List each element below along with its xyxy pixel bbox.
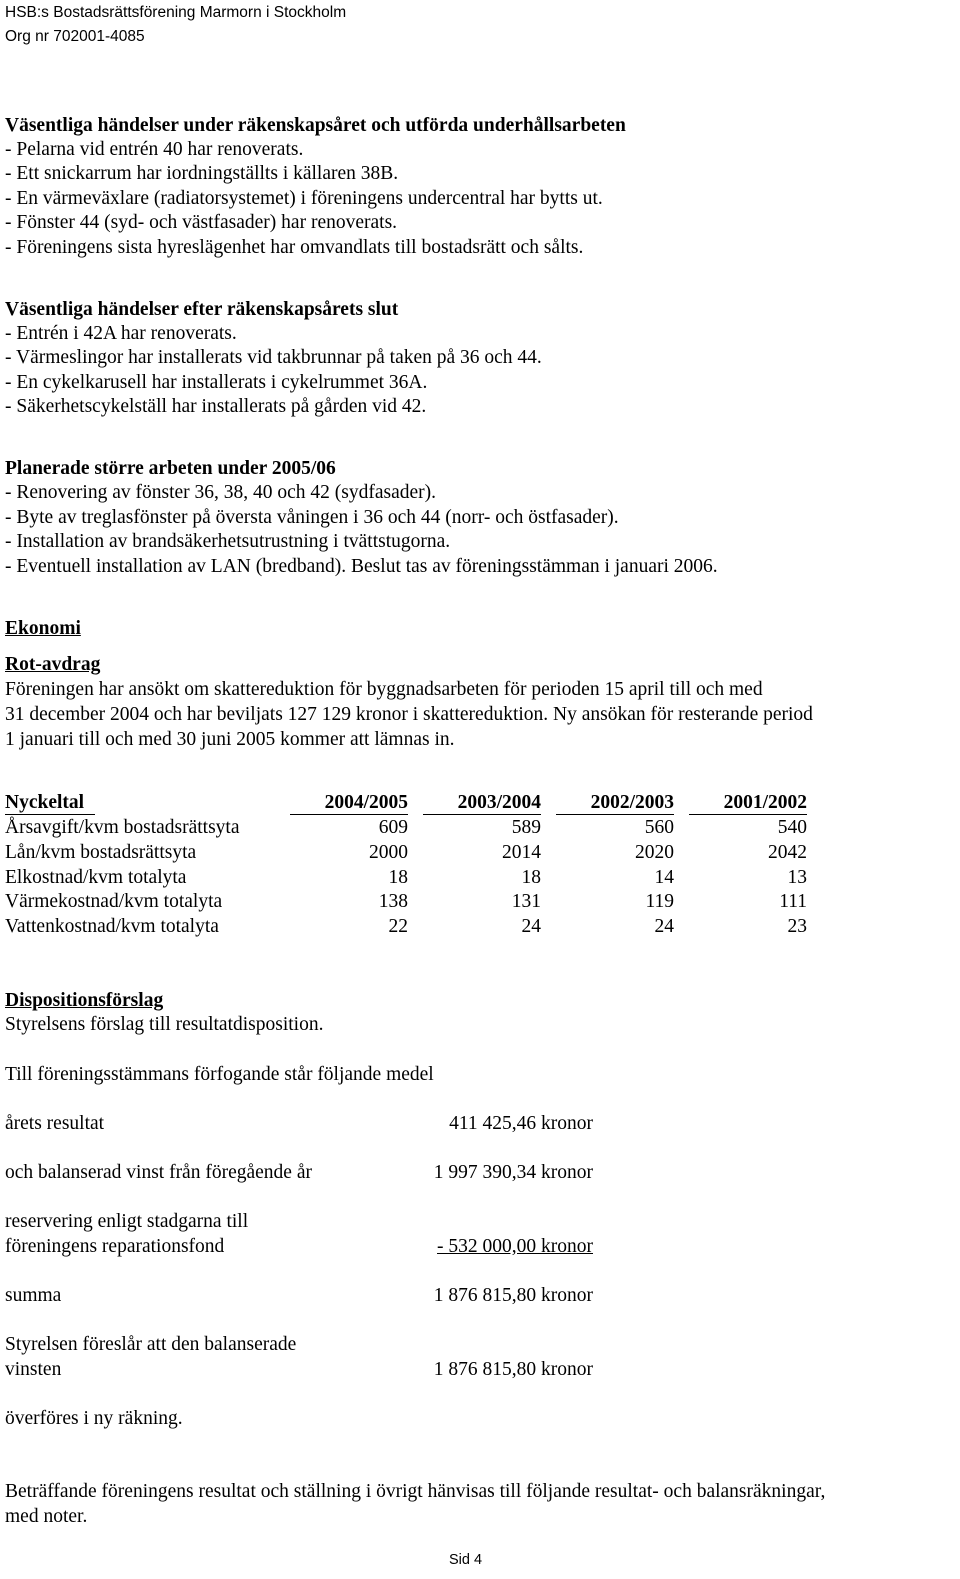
economy-paragraph-line: Föreningen har ansökt om skattereduktion för byggnadsarbeten för perioden 15 april till och med (5, 679, 763, 700)
list-item: - En värmeväxlare (radiatorsystemet) i föreningens undercentral har bytts ut. (5, 188, 603, 209)
list-item: - Renovering av fönster 36, 38, 40 och 42 (sydfasader). (5, 482, 437, 503)
table-cell: 2000 (369, 842, 408, 863)
list-item: - En cykelkarusell har installerats i cykelrummet 36A. (5, 372, 428, 393)
reservering-label: reservering enligt stadgarna till (5, 1211, 249, 1232)
row-label: Elkostnad/kvm totalyta (5, 867, 187, 888)
org-number: Org nr 702001-4085 (5, 28, 145, 45)
styrelsen-value: 1 876 815,80 kronor (433, 1359, 593, 1380)
list-item: - Ett snickarrum har iordningställts i källaren 38B. (5, 163, 399, 184)
closing-paragraph-line: Beträffande föreningens resultat och ställning i övrigt hänvisas till följande resultat- och balansräkningar, (5, 1481, 826, 1502)
styrelsen-label: vinsten (5, 1359, 62, 1380)
column-header: 2001/2002 (723, 792, 807, 813)
planned-work-heading: Planerade större arbeten under 2005/06 (5, 458, 336, 479)
summa-value: 1 876 815,80 kronor (433, 1285, 593, 1306)
table-cell: 24 (521, 916, 541, 937)
disposition-heading: Dispositionsförslag (5, 990, 164, 1011)
reservering-value: - 532 000,00 kronor (437, 1236, 593, 1257)
table-cell: 560 (644, 817, 674, 838)
list-item: - Föreningens sista hyreslägenhet har omvandlats till bostadsrätt och sålts. (5, 237, 584, 258)
table-cell: 14 (654, 867, 674, 888)
table-cell: 119 (645, 891, 674, 912)
balanserad-vinst-value: 1 997 390,34 kronor (433, 1162, 593, 1183)
economy-heading: Ekonomi (5, 618, 81, 639)
key-figures-title: Nyckeltal (5, 792, 85, 813)
column-underline (689, 814, 807, 815)
title-underline (5, 814, 95, 815)
economy-paragraph-line: 31 december 2004 och har beviljats 127 129 kronor i skattereduktion. Ny ansökan för resterande period (5, 704, 813, 725)
table-cell: 24 (654, 916, 674, 937)
column-underline (423, 814, 541, 815)
row-label: Lån/kvm bostadsrättsyta (5, 842, 197, 863)
list-item: - Fönster 44 (syd- och västfasader) har renoverats. (5, 212, 398, 233)
list-item: - Säkerhetscykelställ har installerats på gården vid 42. (5, 396, 427, 417)
list-item: - Pelarna vid entrén 40 har renoverats. (5, 139, 304, 160)
column-header: 2004/2005 (324, 792, 408, 813)
balanserad-vinst-label: och balanserad vinst från föregående år (5, 1162, 312, 1183)
economy-paragraph-line: 1 januari till och med 30 juni 2005 kommer att lämnas in. (5, 729, 455, 750)
column-underline (290, 814, 408, 815)
table-cell: 18 (521, 867, 541, 888)
table-cell: 2042 (768, 842, 807, 863)
list-item: - Eventuell installation av LAN (bredband). Beslut tas av föreningsstämman i januari 2006. (5, 556, 718, 577)
closing-paragraph-line: med noter. (5, 1506, 88, 1527)
reservering-label: föreningens reparationsfond (5, 1236, 225, 1257)
list-item: - Entrén i 42A har renoverats. (5, 323, 237, 344)
list-item: - Installation av brandsäkerhetsutrustning i tvättstugorna. (5, 531, 451, 552)
row-label: Vattenkostnad/kvm totalyta (5, 916, 219, 937)
events-after-year-heading: Väsentliga händelser efter räkenskapsårets slut (5, 299, 399, 320)
column-underline (556, 814, 674, 815)
styrelsen-label: Styrelsen föreslår att den balanserade (5, 1334, 297, 1355)
row-label: Värmekostnad/kvm totalyta (5, 891, 223, 912)
table-cell: 589 (511, 817, 541, 838)
column-header: 2002/2003 (590, 792, 674, 813)
table-cell: 540 (777, 817, 807, 838)
disposition-available: Till föreningsstämmans förfogande står följande medel (5, 1064, 434, 1085)
table-cell: 609 (378, 817, 408, 838)
list-item: - Värmeslingor har installerats vid takbrunnar på taken på 36 och 44. (5, 347, 542, 368)
table-cell: 23 (787, 916, 807, 937)
page-number: Sid 4 (449, 1552, 483, 1568)
table-cell: 111 (779, 891, 807, 912)
table-cell: 22 (388, 916, 408, 937)
row-label: Årsavgift/kvm bostadsrättsyta (5, 817, 240, 838)
table-cell: 2020 (635, 842, 674, 863)
table-cell: 18 (388, 867, 408, 888)
table-cell: 138 (378, 891, 408, 912)
column-header: 2003/2004 (457, 792, 541, 813)
arets-resultat-label: årets resultat (5, 1113, 105, 1134)
summa-label: summa (5, 1285, 62, 1306)
rot-avdrag-heading: Rot-avdrag (5, 654, 101, 675)
arets-resultat-value: 411 425,46 kronor (449, 1113, 593, 1134)
disposition-intro: Styrelsens förslag till resultatdisposition. (5, 1014, 324, 1035)
events-during-year-heading: Väsentliga händelser under räkenskapsåret och utförda underhållsarbeten (5, 115, 626, 136)
table-cell: 131 (511, 891, 541, 912)
table-cell: 13 (787, 867, 807, 888)
carried-forward-text: överföres i ny räkning. (5, 1408, 183, 1429)
table-cell: 2014 (502, 842, 541, 863)
list-item: - Byte av treglasfönster på översta våningen i 36 och 44 (norr- och östfasader). (5, 507, 619, 528)
org-name: HSB:s Bostadsrättsförening Marmorn i Stockholm (5, 4, 347, 21)
